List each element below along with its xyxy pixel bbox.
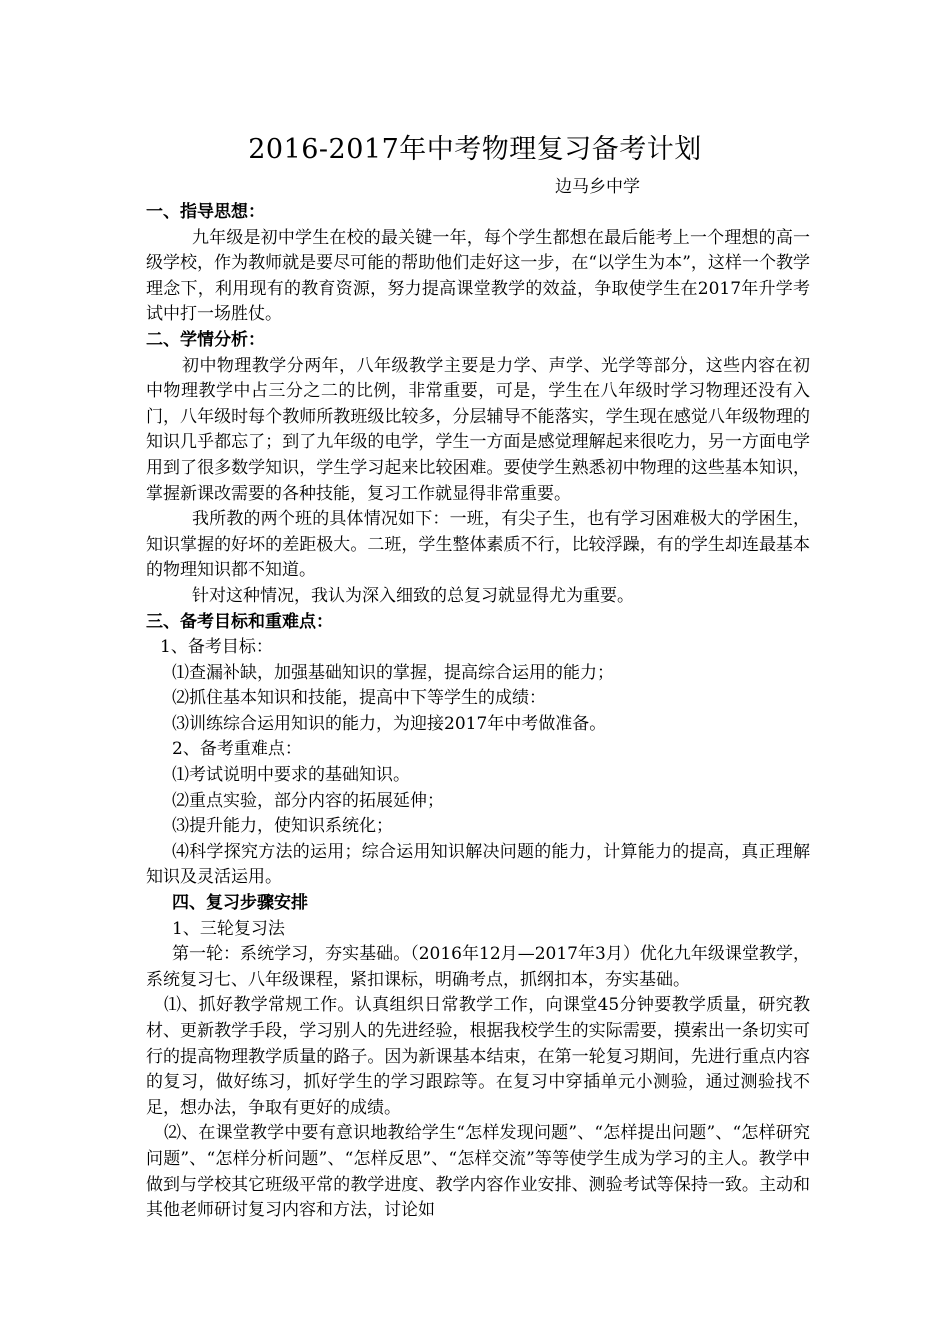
section-heading-1: 一、指导思想：	[146, 202, 265, 222]
section-heading-3: 三、备考目标和重难点：	[146, 611, 333, 632]
paragraph-class-situation: 我所教的两个班的具体情况如下：一班，有尖子生，也有学习困难极大的学困生，知识掌握的好坏的差距极大。二班，学生整体素质不行，比较浮躁，有的学生却连最基本的物理知识都不知道。	[146, 509, 810, 581]
paragraph-round-one: 第一轮：系统学习，夯实基础。（2016年12月—2017年3月）优化九年级课堂教学，系统复习七、八年级课程，紧扣课标，明确考点，抓纲扣本，夯实基础。	[146, 944, 810, 990]
goal-item: ⑵抓住基本知识和技能，提高中下等学生的成绩：	[172, 688, 546, 709]
goal-item: ⑶训练综合运用知识的能力，为迎接2017年中考做准备。	[172, 713, 607, 734]
section-heading-2: 二、学情分析：	[146, 329, 265, 350]
key-point-item: ⑷科学探究方法的运用；综合运用知识解决问题的能力，计算能力的提高，真正理解知识及灵活运用。	[146, 841, 810, 888]
paragraph-situation-analysis: 初中物理教学分两年，八年级教学主要是力学、声学、光学等部分，这些内容在初中物理教学中占三分之二的比例，非常重要，可是，学生在八年级时学习物理还没有入门，八年级时每个教师所教班级比较多，分层辅导不能落实，学生现在感觉八年级物理的知识几乎都忘了；到了九年级的电学，学生一方面是感觉理解起来很吃力，另一方面电学用到了很多数学知识，学生学习起来比较困难。要使学生熟悉初中物理的这些基本知识，掌握新课改需要的各种技能，复习工作就显得非常重要。	[146, 355, 810, 504]
paragraph-step-item-2: ⑵、在课堂教学中要有意识地教给学生“怎样发现问题”、“怎样提出问题”、“怎样研究问题”、“怎样分析问题”、“怎样反思”、“怎样交流”等等使学生成为学习的主人。教学中做到与学校其它班级平常的教学进度、教学内容作业安排、测验考试等保持一致。主动和其他老师研讨复习内容和方法，讨论如	[146, 1123, 810, 1221]
section-heading-4: 四、复习步骤安排	[172, 893, 308, 914]
key-point-item: ⑶提升能力，使知识系统化；	[172, 816, 393, 837]
paragraph-guiding-idea: 九年级是初中学生在校的最关键一年，每个学生都想在最后能考上一个理想的高一级学校，作为教师就是要尽可能的帮助他们走好这一步，在“以学生为本”，这样一个教学理念下，利用现有的教育资源，努力提高课堂教学的效益，争取使学生在2017年升学考试中打一场胜仗。	[146, 227, 810, 325]
subheading-key-points: 2、备考重难点：	[172, 739, 302, 760]
paragraph-conclusion: 针对这种情况，我认为深入细致的总复习就显得尤为重要。	[192, 585, 634, 606]
document-body	[146, 200, 810, 1224]
subheading-three-rounds: 1、三轮复习法	[172, 918, 285, 939]
subheading-goals: 1、备考目标：	[160, 637, 273, 658]
document-title: 2016-2017年中考物理复习备考计划	[248, 134, 702, 165]
key-point-item: ⑵重点实验，部分内容的拓展延伸；	[172, 790, 444, 811]
paragraph-step-item-1: ⑴、抓好教学常规工作。认真组织日常教学工作，向课堂45分钟要教学质量，研究教材、更新教学手段，学习别人的先进经验，根据我校学生的实际需要，摸索出一条切实可行的提高物理教学质量的路子。因为新课基本结束，在第一轮复习期间，先进行重点内容的复习，做好练习，抓好学生的学习跟踪等。在复习中穿插单元小测验，通过测验找不足，想办法，争取有更好的成绩。	[146, 995, 810, 1118]
goal-item: ⑴查漏补缺，加强基础知识的掌握，提高综合运用的能力；	[172, 662, 614, 683]
key-point-item: ⑴考试说明中要求的基础知识。	[172, 765, 410, 786]
author-school: 边马乡中学	[555, 177, 640, 197]
